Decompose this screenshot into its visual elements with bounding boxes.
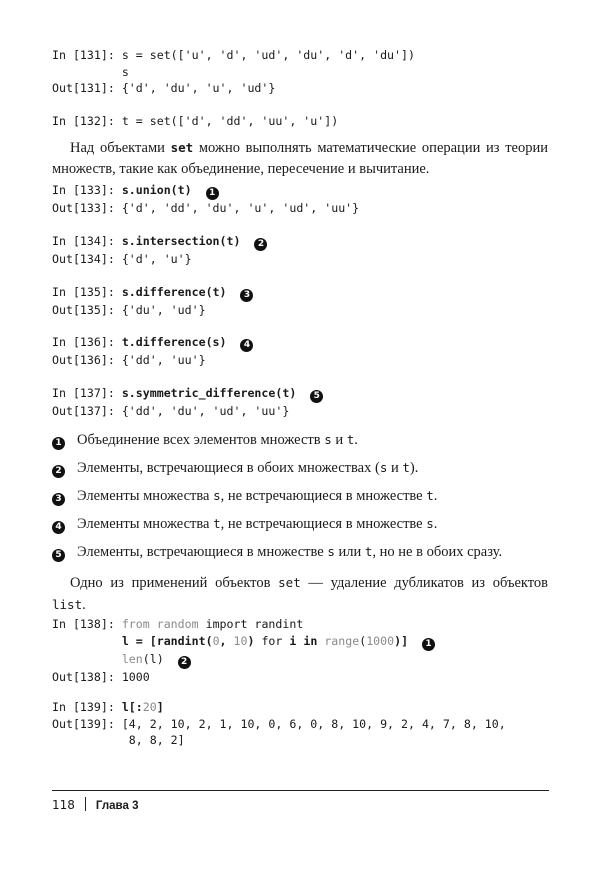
out-value: {'d', 'du', 'u', 'ud'} <box>121 81 276 95</box>
callout-marker: 4 <box>52 521 65 534</box>
in-label: In [133]: <box>52 183 115 197</box>
out-value: {'dd', 'du', 'ud', 'uu'} <box>121 404 290 418</box>
page-number: 118 <box>52 798 75 812</box>
out-value: [4, 2, 10, 2, 1, 10, 0, 6, 0, 8, 10, 9, 2, 4, 7, 8, 10, <box>121 716 506 731</box>
out-value: 8, 8, 2] <box>128 733 185 747</box>
footer-separator <box>85 797 86 811</box>
out-label: Out[137]: <box>52 404 115 418</box>
code-line: s.intersection(t) <box>121 234 241 248</box>
code-line: s.union(t) <box>121 183 192 197</box>
code-line: t = set(['d', 'dd', 'uu', 'u']) <box>121 114 339 128</box>
out-value: 1000 <box>121 669 150 684</box>
footer-divider <box>52 790 549 791</box>
callout-note-3: 3 Элементы множества s, не встречающиеся в множестве t. <box>52 486 548 506</box>
callout-note-5: 5 Элементы, встречающиеся в множестве s или t, но не в обоих сразу. <box>52 542 548 562</box>
code-cell-133 <box>52 182 359 217</box>
callout-marker: 3 <box>240 289 253 302</box>
callout-note-4: 4 Элементы множества t, не встречающиеся в множестве s. <box>52 514 548 534</box>
out-label: Out[136]: <box>52 353 115 367</box>
paragraph-set-operations: Над объектами set можно выполнять математические операции из теории множеств, такие как объединение, пересечение и вычитание. <box>52 140 548 177</box>
code-cell-137 <box>52 385 323 420</box>
code-cell-138: In [138]: from random import randint l = [randint(0, 10) for i in range(1000)] 1 len(l) 2 Out[138]: 1000 <box>52 616 435 685</box>
chapter-label: Глава 3 <box>95 800 139 812</box>
out-label: Out[138]: <box>52 669 115 684</box>
code-line: s <box>121 64 129 79</box>
code-cell-134 <box>52 233 267 268</box>
callout-marker: 2 <box>254 238 267 251</box>
callout-note-1: 1 Объединение всех элементов множеств s и t. <box>52 430 548 450</box>
code-line: s.symmetric_difference(t) <box>121 386 297 400</box>
in-label: In [136]: <box>52 335 115 349</box>
code-cell-132 <box>52 113 338 130</box>
callout-marker: 2 <box>52 465 65 478</box>
callout-marker: 5 <box>52 549 65 562</box>
code-cell-135 <box>52 284 253 319</box>
in-label: In [137]: <box>52 386 115 400</box>
code-cell-139: In [139]: l[:20] Out[139]: [4, 2, 10, 2, 1, 10, 0, 6, 0, 8, 10, 9, 2, 4, 7, 8, 10, 8, 8, 2] <box>52 700 506 747</box>
in-label: In [135]: <box>52 285 115 299</box>
callout-note-2: 2 Элементы, встречающиеся в обоих множествах (s и t). <box>52 458 548 478</box>
out-label: Out[133]: <box>52 201 115 215</box>
out-label: Out[139]: <box>52 716 115 731</box>
code-line: s = set(['u', 'd', 'ud', 'du', 'd', 'du']) <box>121 48 415 62</box>
out-label: Out[134]: <box>52 252 115 266</box>
callout-marker: 1 <box>422 638 435 651</box>
callout-marker: 1 <box>206 187 219 200</box>
in-label: In [139]: <box>52 700 115 714</box>
out-label: Out[135]: <box>52 303 115 317</box>
in-label: In [132]: <box>52 114 115 128</box>
out-value: {'d', 'u'} <box>121 252 192 266</box>
out-value: {'dd', 'uu'} <box>121 353 206 367</box>
callout-marker: 1 <box>52 437 65 450</box>
in-label: In [138]: <box>52 617 115 631</box>
out-value: {'du', 'ud'} <box>121 303 206 317</box>
callout-marker: 4 <box>240 339 253 352</box>
callout-marker: 5 <box>310 390 323 403</box>
out-value: {'d', 'dd', 'du', 'u', 'ud', 'uu'} <box>121 201 360 215</box>
code-line: t.difference(s) <box>121 335 227 349</box>
in-label: In [134]: <box>52 234 115 248</box>
paragraph-dedupe: Одно из применений объектов set — удаление дубликатов из объектов list. <box>52 575 549 613</box>
code-cell-131 <box>52 47 415 97</box>
callout-marker: 2 <box>178 656 191 669</box>
in-label: In [131]: <box>52 48 115 62</box>
callout-marker: 3 <box>52 493 65 506</box>
out-label: Out[131]: <box>52 81 115 95</box>
code-cell-136 <box>52 334 253 369</box>
page-footer <box>52 797 138 812</box>
code-line: s.difference(t) <box>121 285 227 299</box>
